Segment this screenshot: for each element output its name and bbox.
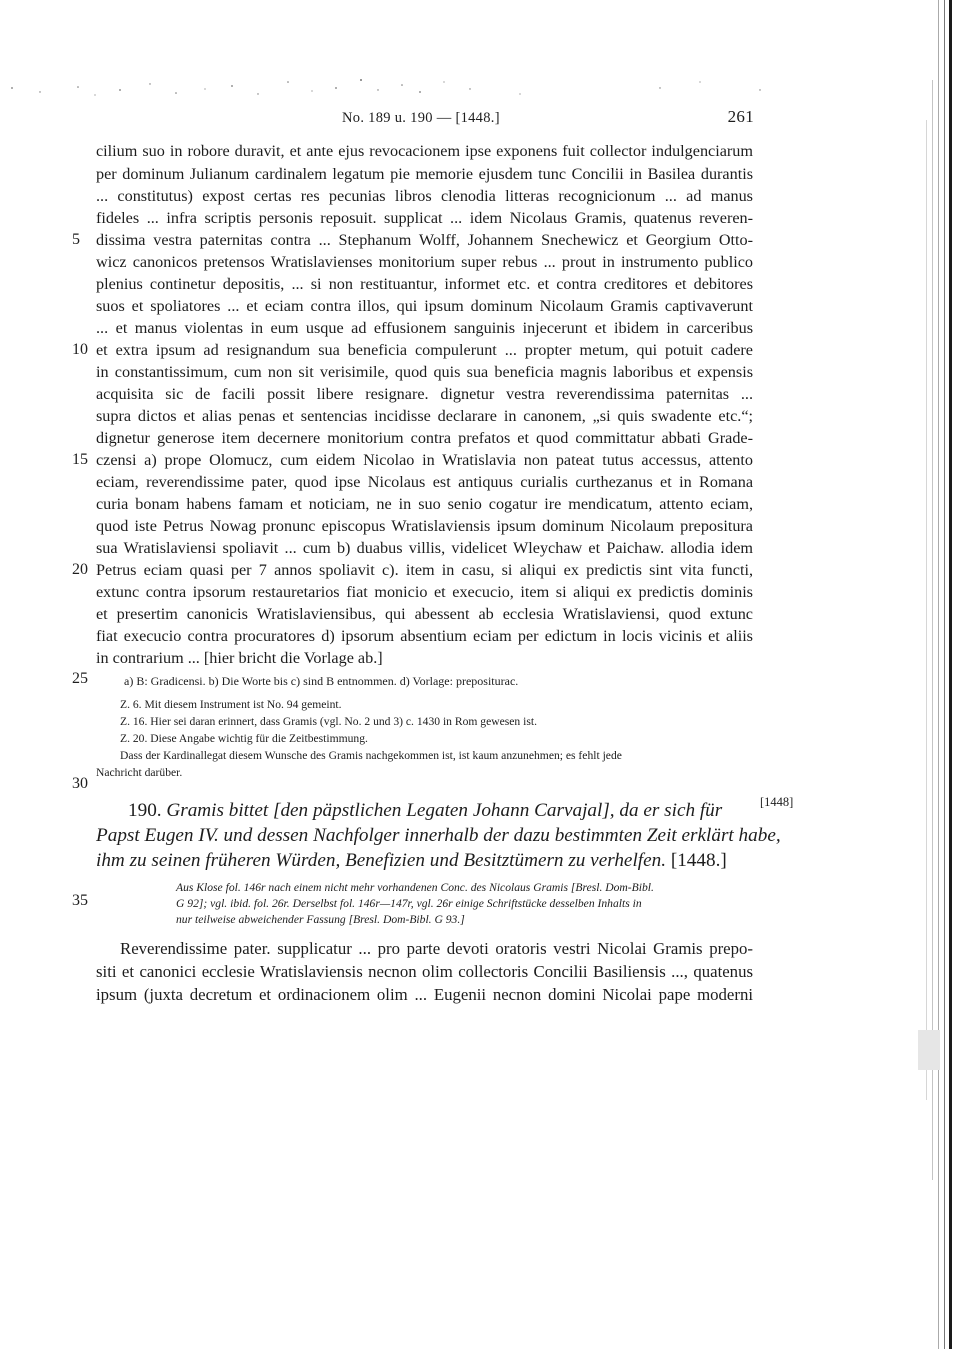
text-line: ... et manus violentas in eum usque ad effusionem sanguinis injecerunt et ibidem in carceribus xyxy=(96,319,753,337)
text-line: plenius continetur depositis, ... si non restituantur, informet etc. et contra creditores et debitores xyxy=(96,275,753,293)
line-number: 25 xyxy=(72,670,88,687)
text-line: quod iste Petrus Nowag pronunc episcopus Wratislaviensis ipsum dominum Nicolaum prepositura xyxy=(96,517,753,535)
text-line: sua Wratislaviensi spoliavit ... cum b) duabus villis, videlicet Wleychaw et Paichaw. allodia idem xyxy=(96,539,753,557)
footnote-note: Z. 16. Hier sei daran erinnert, dass Gramis (vgl. No. 2 und 3) c. 1430 in Rom gewesen ist. xyxy=(120,715,537,728)
footnote-note: Z. 6. Mit diesem Instrument ist No. 94 gemeint. xyxy=(120,698,342,711)
text-line: Petrus eciam quasi per 7 annos spoliavit c). item in casu, si aliqui ex predictis sint vita functi, xyxy=(96,561,753,579)
line-number: 5 xyxy=(72,231,80,248)
margin-date: [1448] xyxy=(760,795,794,809)
line-number: 15 xyxy=(72,451,88,468)
running-head-text: No. 189 u. 190 — [1448.] xyxy=(342,110,500,126)
running-head xyxy=(342,107,754,132)
document-date: [1448.] xyxy=(670,850,727,871)
text-line: fiat execucio contra procuratores d) ipsorum absentium eciam per edictum in locis vicinis et aliis xyxy=(96,627,753,645)
title-line: Papst Eugen IV. und dessen Nachfolger innerhalb der dazu bestimmten Zeit erklärt habe, xyxy=(96,825,781,846)
text-line: acquisita sic de facili possit libere resignare. dignetur vestra reverendissima paternitas ... xyxy=(96,385,753,403)
source-note: Aus Klose fol. 146r nach einem nicht mehr vorhandenen Conc. des Nicolaus Gramis [Bresl. Dom-Bibl. xyxy=(176,881,654,894)
text-line: siti et canonici ecclesie Wratislaviensis necnon olim collectoris Concilii Basiliensis ..., quatenus xyxy=(96,962,753,981)
title-line: ihm zu seinen früheren Würden, Benefizien und Besitztümern zu verhelfen. xyxy=(96,850,667,871)
text-line: in contrarium ... [hier bricht die Vorlage ab.] xyxy=(96,649,383,667)
text-line: supra dictos et alias penas et sentencias incidisse declarare in canonem, „si quis swadente etc.“; xyxy=(96,407,753,425)
line-number: 20 xyxy=(72,561,88,578)
line-number: 30 xyxy=(72,775,88,792)
line-number: 35 xyxy=(72,892,88,909)
scan-noise xyxy=(0,70,800,110)
text-line: in constantissimum, cum non sit verisimile, quod quis sua beneficia magnis laboribus et expensis xyxy=(96,363,753,381)
text-line: suos et spoliatores ... et eciam contra illos, qui ipsum dominum Nicolaum Gramis captivaverunt xyxy=(96,297,753,315)
text-line: extunc contra ipsorum restauretarios fiat monicio et execucio, item si aliqui ex predictis dominis xyxy=(96,583,753,601)
footnote-note: Z. 20. Diese Angabe wichtig für die Zeitbestimmung. xyxy=(120,732,368,745)
document-title xyxy=(128,798,722,824)
text-line: ... constitutus) expost certas res pecunias libros clenodia litteras recognicionum ... ad manus xyxy=(96,187,753,205)
text-line: et extra ipsum ad resignandum sua beneficia compulerunt ... propter metum, qui potuit cadere xyxy=(96,341,753,359)
text-line: cilium suo in robore duravit, et ante ejus revocacionem ipse exponens fuit collector indulgenciarum xyxy=(96,142,753,160)
source-note: G 92]; vgl. ibid. fol. 26r. Derselbst fol. 146r—147r, vgl. 26r einige Schriftstücke desselben Inhalts in xyxy=(176,897,642,910)
footnote-letters: a) B: Gradicensi. b) Die Worte bis c) sind B entnommen. d) Vorlage: prepositurас. xyxy=(124,674,519,688)
scan-edge xyxy=(908,0,960,1349)
text-line: curia bonam habens famam et noticiam, ne in suo senio cogatur ire mendicatum, attento eciam, xyxy=(96,495,753,513)
text-line: per dominum Julianum cardinalem legatum pie memorie ejusdem tunc Concilii in Basilea durantis xyxy=(96,165,753,183)
line-number: 10 xyxy=(72,341,88,358)
text-line: wicz canonicos pretensos Wratislavienses monitorium super rebus ... prout in instrumento publico xyxy=(96,253,753,271)
page-number: 261 xyxy=(727,107,754,126)
text-line: et presertim canonicis Wratislaviensibus, qui abessent ab ecclesia Wratislaviensi, quod extunc xyxy=(96,605,753,623)
footnote-note: Nachricht darüber. xyxy=(96,766,183,779)
source-note: nur teilweise abweichender Fassung [Bresl. Dom-Bibl. G 93.] xyxy=(176,913,465,926)
text-line: eciam, reverendissime pater, quod ipse Nicolaus est antiquus curialis curthezanus et in Romana xyxy=(96,473,753,491)
text-line: ipsum (juxta decretum et ordinacionem olim ... Eugenii necnon domini Nicolai pape moderni xyxy=(96,985,753,1004)
text-line: czensi a) prope Olomucz, cum eidem Nicolao in Wratislavia non pateat tutus accessus, attento xyxy=(96,451,753,469)
text-line: dissima vestra paternitas contra ... Stephanum Wolff, Johannem Snechewicz et Georgium Otto- xyxy=(96,231,753,249)
title-line-with-date xyxy=(96,848,727,874)
title-line: Gramis bittet [den päpstlichen Legaten Johann Carvajal], da er sich für xyxy=(166,800,723,821)
text-line: dignetur generose item decernere monitorium contra prefatos et quod committatur abbati Grade- xyxy=(96,429,753,447)
footnote-note: Dass der Kardinallegat diesem Wunsche des Gramis nachgekommen ist, ist kaum anzunehmen; es fehlt jede xyxy=(120,749,622,762)
text-line: fideles ... infra scriptis personis reposuit. supplicat ... idem Nicolaus Gramis, quatenus reveren- xyxy=(96,209,753,227)
document-number: 190. xyxy=(128,800,162,821)
text-line: Reverendissime pater. supplicatur ... pro parte devoti oratoris vestri Nicolai Gramis prepo- xyxy=(120,939,753,958)
